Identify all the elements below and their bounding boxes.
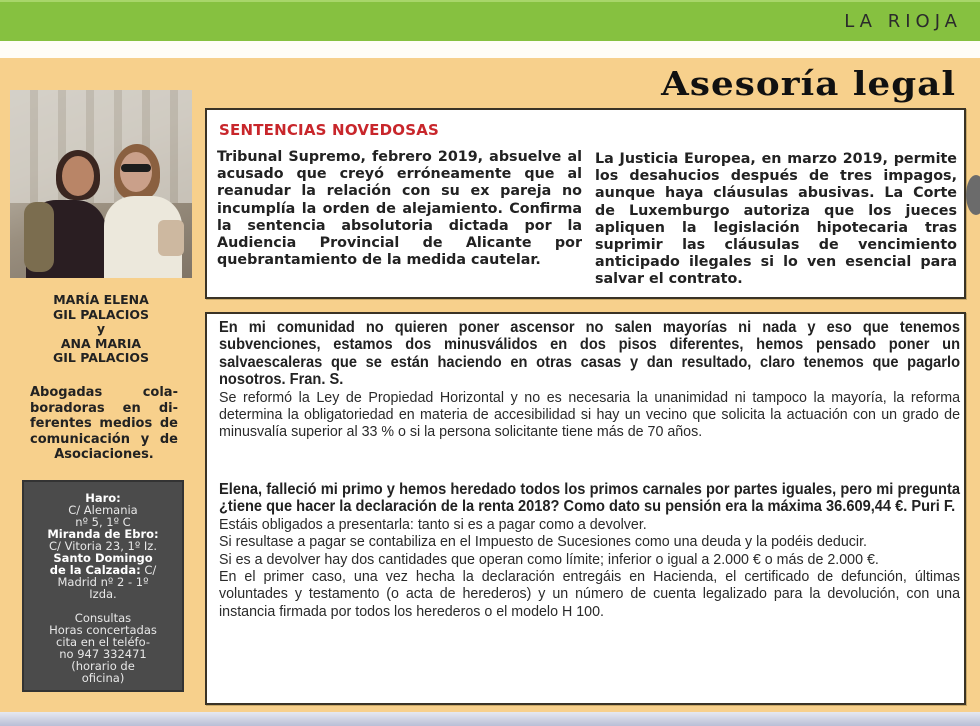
footer-band <box>0 712 980 726</box>
consult-info: Consultas <box>74 611 132 625</box>
person-1-shawl <box>24 202 54 272</box>
section-title: Asesoría legal <box>661 64 956 103</box>
person-2-face <box>120 152 152 192</box>
consult-info: Horas concertadas <box>49 623 157 637</box>
author-line: ANA MARIA <box>60 335 142 351</box>
reader-question: En mi comunidad no quieren poner ascensor no salen mayorías ni nada y eso que tenemos subvenciones, estamos dos minusválidos en dos pisos diferentes, hemos pensado poner un salvaescaleras que se están haciendo en otras casas y dan resultado, claro tenemos que pagarlo nosotros. Fran. S. <box>219 319 960 389</box>
lawyer-answer: Si es a devolver hay dos cantidades que operan como límite; inferior o igual a 2.000 € o más de 2.000 €. <box>219 550 879 568</box>
authors-photo <box>10 90 192 278</box>
region-label: LA RIOJA <box>844 11 962 32</box>
qa-item <box>219 319 959 441</box>
contact-box <box>22 480 184 692</box>
author-line: y <box>96 321 106 336</box>
page-edge-tab <box>966 175 980 215</box>
phone-number: no 947 332471 <box>59 647 147 661</box>
building-backdrop <box>10 90 192 203</box>
office-address: C/ <box>140 563 157 577</box>
region-header-band <box>0 0 980 41</box>
author-names <box>10 293 192 366</box>
reader-question: Elena, falleció mi primo y hemos heredado todos los primos carnales por partes iguales, pero mi pregunta ¿tiene que hacer la declaración de la renta 2018? Como dato su pensión era la máxima 36.609,44 €. Puri F. <box>219 481 960 516</box>
consult-info: cita en el teléfo- <box>56 635 150 649</box>
office-city: de la Calzada: <box>49 563 141 577</box>
sentencias-card <box>205 108 966 299</box>
consult-info: oficina) <box>81 671 125 685</box>
person-1-face <box>62 156 94 196</box>
author-bio: Abogadas colaboradoras en diferentes medios de comunicación y de Asociaciones. <box>30 385 178 462</box>
header-gap <box>0 41 980 58</box>
qa-item <box>219 481 959 620</box>
office-address: C/ Vitoria 23, 1º Iz. <box>49 539 157 553</box>
lawyer-answer: Si resultase a pagar se contabiliza en el Impuesto de Sucesiones como una deuda y la podéis deducir. <box>219 533 868 551</box>
office-address: nº 5, 1º C <box>75 515 131 529</box>
lawyer-answer: Se reformó la Ley de Propiedad Horizontal y no es necesaria la unanimidad ni tampoco la mayoría, la reforma determina la obligatoriedad en materia de accesibilidad si hay un vecino que solicita la actuación con un grado de minusvalía superior al 33 % o si la persona solicitante tiene más de 70 años. <box>219 388 960 441</box>
lawyer-answer: Estáis obligados a presentarla: tanto si es a pagar como a devolver. <box>219 515 647 533</box>
author-line: GIL PALACIOS <box>52 306 149 322</box>
office-address: Izda. <box>89 587 117 601</box>
author-line: MARÍA ELENA <box>53 292 149 307</box>
office-address: Madrid nº 2 - 1º <box>57 575 149 589</box>
office-city: Miranda de Ebro: <box>47 527 159 541</box>
lawyer-answer: En el primer caso, una vez hecha la declaración entregáis en Hacienda, el certificado de defunción, últimas voluntades y testamento (o acta de herederos) y un número de cuenta legalizado para la devolución, con una instancia firmada por todos los herederos o el modelo H 100. <box>219 568 960 620</box>
sentencia-europea: La Justicia Europea, en marzo 2019, permite los desahucios después de tres impagos, aunque haya cláusulas abusivas. La Corte de Luxemburgo autoriza que los jueces apliquen la legislación hipotecaria tras suprimir las cláusulas de vencimiento anticipado ilegales si lo ven esencial para salvar el contrato. <box>595 151 957 288</box>
consult-info: (horario de <box>71 659 135 673</box>
office-city: Santo Domingo <box>53 551 153 565</box>
sentencias-heading: SENTENCIAS NOVEDOSAS <box>219 121 440 139</box>
sentencia-supremo: Tribunal Supremo, febrero 2019, absuelve al acusado que creyó erróneamente que al reanudar la relación con su ex pareja no incumplía la orden de alejamiento. Confirma la sentencia absolutoria dictada por la Audiencia Provincial de Alicante por quebrantamiento de la medida cautelar. <box>217 149 582 269</box>
sunglasses-icon <box>121 164 151 172</box>
handbag-icon <box>158 220 184 256</box>
office-city: Haro: <box>85 491 121 505</box>
consultas-card <box>205 312 966 705</box>
office-address: C/ Alemania <box>68 503 138 517</box>
author-line: GIL PALACIOS <box>52 350 149 365</box>
